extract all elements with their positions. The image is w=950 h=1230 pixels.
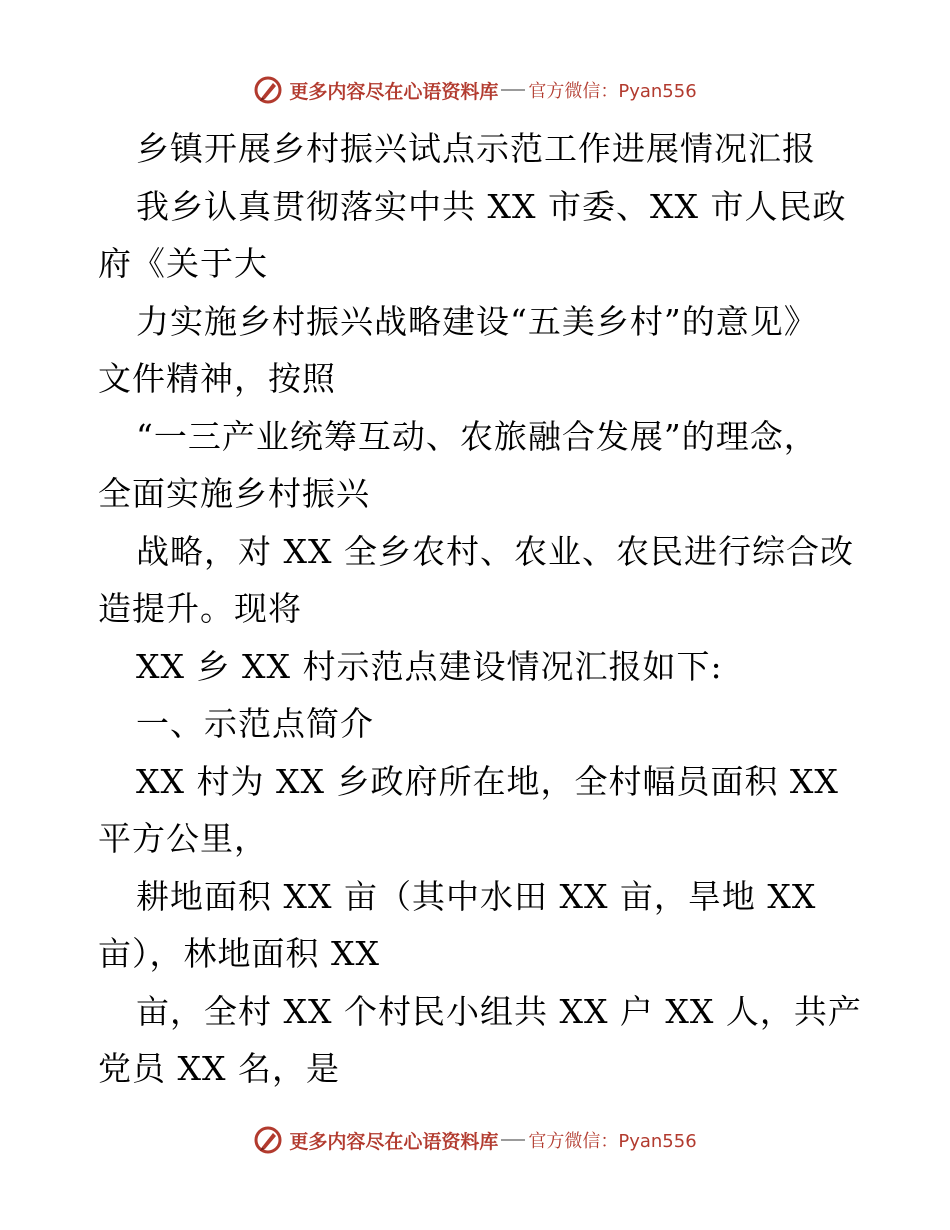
text-line: 亩），林地面积 XX <box>98 934 380 973</box>
text-line: 府《关于大 <box>98 244 268 283</box>
text-line: 造提升。现将 <box>98 589 302 628</box>
text-line: 乡镇开展乡村振兴试点示范工作进展情况汇报 <box>136 129 816 168</box>
text-line: 平方公里， <box>98 819 268 858</box>
text-line: 文件精神，按照 <box>98 359 336 398</box>
banner-text: 更多内容尽在心语资料库 <box>289 80 499 103</box>
text-line: 耕地面积 XX 亩（其中水田 XX 亩，旱地 XX <box>136 876 817 916</box>
text-line: “一三产业统筹互动、农旅融合发展”的理念， <box>136 416 818 456</box>
text-line: 亩，全村 XX 个村民小组共 XX 户 XX 人，共产 <box>136 991 862 1031</box>
text-line: 一、示范点简介 <box>136 704 374 743</box>
banner-wechat: 官方微信：Pyan556 <box>528 1131 697 1152</box>
banner-divider <box>501 89 525 91</box>
text-line: 战略，对 XX 全乡农村、农业、农民进行综合改 <box>136 531 854 571</box>
text-line: 全面实施乡村振兴 <box>98 474 370 513</box>
pen-circle-logo-icon <box>253 75 283 105</box>
header-banner <box>0 70 950 110</box>
banner-text: 更多内容尽在心语资料库 <box>289 1130 499 1153</box>
text-line: 党员 XX 名，是 <box>98 1049 340 1088</box>
banner-wechat: 官方微信：Pyan556 <box>528 81 697 102</box>
banner-divider <box>501 1139 525 1141</box>
pen-circle-logo-icon <box>253 1125 283 1155</box>
text-line: 力实施乡村振兴战略建设“五美乡村”的意见》 <box>136 301 818 341</box>
text-line: XX 乡 XX 村示范点建设情况汇报如下: <box>136 646 723 686</box>
text-line: 我乡认真贯彻落实中共 XX 市委、XX 市人民政 <box>136 186 847 226</box>
text-line: XX 村为 XX 乡政府所在地，全村幅员面积 XX <box>136 761 839 801</box>
footer-banner <box>0 1120 950 1160</box>
document-body <box>98 120 862 1098</box>
